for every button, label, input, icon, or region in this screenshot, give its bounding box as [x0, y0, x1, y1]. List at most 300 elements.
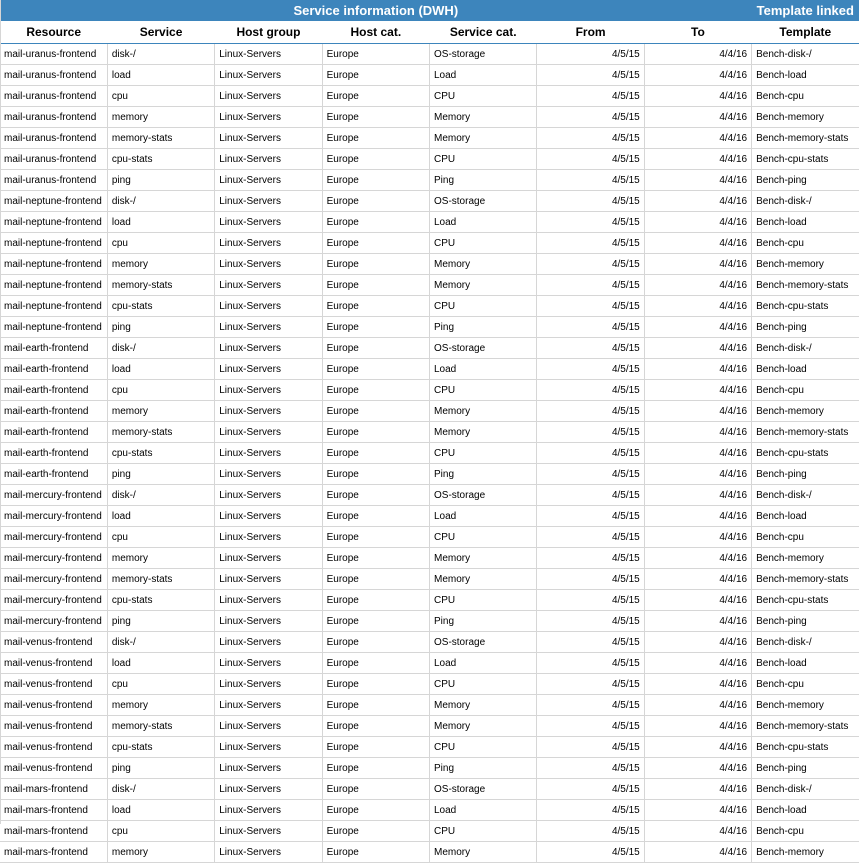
cell-service-cat[interactable]: Load — [430, 506, 537, 527]
cell-to[interactable]: 4/4/16 — [644, 128, 751, 149]
cell-host-cat[interactable]: Europe — [322, 254, 429, 275]
table-row[interactable] — [0, 758, 859, 779]
table-row[interactable] — [0, 170, 859, 191]
cell-template[interactable]: Bench-memory — [752, 401, 859, 422]
table-row[interactable] — [0, 212, 859, 233]
cell-host-group[interactable]: Linux-Servers — [215, 464, 322, 485]
cell-resource[interactable]: mail-mercury-frontend — [0, 485, 107, 506]
cell-service[interactable]: cpu — [107, 86, 214, 107]
cell-template[interactable]: Bench-disk-/ — [752, 44, 859, 65]
cell-service[interactable]: memory-stats — [107, 716, 214, 737]
cell-host-group[interactable]: Linux-Servers — [215, 569, 322, 590]
cell-to[interactable]: 4/4/16 — [644, 737, 751, 758]
table-row[interactable] — [0, 422, 859, 443]
cell-service[interactable]: disk-/ — [107, 632, 214, 653]
cell-from[interactable]: 4/5/15 — [537, 443, 644, 464]
cell-service[interactable]: ping — [107, 611, 214, 632]
cell-from[interactable]: 4/5/15 — [537, 254, 644, 275]
cell-service-cat[interactable]: OS-storage — [430, 338, 537, 359]
cell-host-cat[interactable]: Europe — [322, 149, 429, 170]
cell-service-cat[interactable]: CPU — [430, 443, 537, 464]
cell-to[interactable]: 4/4/16 — [644, 716, 751, 737]
cell-host-group[interactable]: Linux-Servers — [215, 674, 322, 695]
cell-resource[interactable]: mail-neptune-frontend — [0, 191, 107, 212]
cell-service[interactable]: memory — [107, 548, 214, 569]
cell-to[interactable]: 4/4/16 — [644, 170, 751, 191]
cell-resource[interactable]: mail-uranus-frontend — [0, 107, 107, 128]
cell-service[interactable]: ping — [107, 170, 214, 191]
cell-host-cat[interactable]: Europe — [322, 716, 429, 737]
cell-host-group[interactable]: Linux-Servers — [215, 527, 322, 548]
table-row[interactable] — [0, 842, 859, 863]
cell-from[interactable]: 4/5/15 — [537, 65, 644, 86]
cell-template[interactable]: Bench-memory-stats — [752, 569, 859, 590]
table-row[interactable] — [0, 443, 859, 464]
cell-to[interactable]: 4/4/16 — [644, 401, 751, 422]
cell-host-cat[interactable]: Europe — [322, 821, 429, 842]
table-row[interactable] — [0, 611, 859, 632]
cell-service-cat[interactable]: Memory — [430, 695, 537, 716]
cell-host-group[interactable]: Linux-Servers — [215, 44, 322, 65]
cell-resource[interactable]: mail-uranus-frontend — [0, 44, 107, 65]
cell-service-cat[interactable]: OS-storage — [430, 779, 537, 800]
cell-service[interactable]: disk-/ — [107, 191, 214, 212]
cell-service[interactable]: load — [107, 800, 214, 821]
cell-host-cat[interactable]: Europe — [322, 674, 429, 695]
cell-service[interactable]: memory-stats — [107, 275, 214, 296]
cell-to[interactable]: 4/4/16 — [644, 191, 751, 212]
cell-host-cat[interactable]: Europe — [322, 296, 429, 317]
cell-service[interactable]: memory — [107, 842, 214, 863]
cell-host-group[interactable]: Linux-Servers — [215, 548, 322, 569]
cell-template[interactable]: Bench-memory — [752, 548, 859, 569]
cell-host-group[interactable]: Linux-Servers — [215, 653, 322, 674]
cell-template[interactable]: Bench-load — [752, 65, 859, 86]
cell-service[interactable]: cpu — [107, 233, 214, 254]
cell-host-group[interactable]: Linux-Servers — [215, 632, 322, 653]
cell-host-cat[interactable]: Europe — [322, 779, 429, 800]
cell-host-group[interactable]: Linux-Servers — [215, 779, 322, 800]
table-row[interactable] — [0, 506, 859, 527]
cell-host-cat[interactable]: Europe — [322, 128, 429, 149]
table-row[interactable] — [0, 821, 859, 842]
table-row[interactable] — [0, 296, 859, 317]
cell-service-cat[interactable]: Memory — [430, 716, 537, 737]
cell-service-cat[interactable]: Ping — [430, 611, 537, 632]
cell-service[interactable]: memory-stats — [107, 569, 214, 590]
table-row[interactable] — [0, 401, 859, 422]
cell-host-group[interactable]: Linux-Servers — [215, 65, 322, 86]
table-row[interactable] — [0, 695, 859, 716]
table-row[interactable] — [0, 800, 859, 821]
cell-service-cat[interactable]: Load — [430, 65, 537, 86]
cell-service-cat[interactable]: CPU — [430, 821, 537, 842]
cell-host-group[interactable]: Linux-Servers — [215, 338, 322, 359]
cell-to[interactable]: 4/4/16 — [644, 233, 751, 254]
cell-service[interactable]: cpu-stats — [107, 296, 214, 317]
cell-from[interactable]: 4/5/15 — [537, 401, 644, 422]
cell-to[interactable]: 4/4/16 — [644, 695, 751, 716]
cell-service[interactable]: memory — [107, 695, 214, 716]
cell-to[interactable]: 4/4/16 — [644, 254, 751, 275]
cell-host-group[interactable]: Linux-Servers — [215, 359, 322, 380]
cell-to[interactable]: 4/4/16 — [644, 800, 751, 821]
cell-host-cat[interactable]: Europe — [322, 485, 429, 506]
cell-template[interactable]: Bench-ping — [752, 464, 859, 485]
cell-host-group[interactable]: Linux-Servers — [215, 86, 322, 107]
cell-to[interactable]: 4/4/16 — [644, 758, 751, 779]
cell-host-cat[interactable]: Europe — [322, 506, 429, 527]
cell-host-group[interactable]: Linux-Servers — [215, 821, 322, 842]
cell-to[interactable]: 4/4/16 — [644, 296, 751, 317]
table-row[interactable] — [0, 653, 859, 674]
cell-to[interactable]: 4/4/16 — [644, 485, 751, 506]
cell-service-cat[interactable]: Memory — [430, 254, 537, 275]
cell-resource[interactable]: mail-mercury-frontend — [0, 569, 107, 590]
cell-resource[interactable]: mail-venus-frontend — [0, 758, 107, 779]
cell-service-cat[interactable]: CPU — [430, 233, 537, 254]
cell-host-group[interactable]: Linux-Servers — [215, 191, 322, 212]
cell-service-cat[interactable]: Ping — [430, 758, 537, 779]
cell-resource[interactable]: mail-mercury-frontend — [0, 527, 107, 548]
cell-host-group[interactable]: Linux-Servers — [215, 590, 322, 611]
column-header-service[interactable]: Service — [107, 21, 214, 44]
cell-service-cat[interactable]: CPU — [430, 590, 537, 611]
cell-to[interactable]: 4/4/16 — [644, 338, 751, 359]
cell-from[interactable]: 4/5/15 — [537, 359, 644, 380]
cell-service[interactable]: load — [107, 65, 214, 86]
cell-service-cat[interactable]: Ping — [430, 317, 537, 338]
cell-from[interactable]: 4/5/15 — [537, 716, 644, 737]
cell-to[interactable]: 4/4/16 — [644, 632, 751, 653]
cell-host-group[interactable]: Linux-Servers — [215, 842, 322, 863]
cell-from[interactable]: 4/5/15 — [537, 674, 644, 695]
cell-resource[interactable]: mail-neptune-frontend — [0, 212, 107, 233]
cell-service-cat[interactable]: CPU — [430, 527, 537, 548]
cell-host-group[interactable]: Linux-Servers — [215, 401, 322, 422]
cell-from[interactable]: 4/5/15 — [537, 464, 644, 485]
column-header-host-group[interactable]: Host group — [215, 21, 322, 44]
cell-resource[interactable]: mail-earth-frontend — [0, 464, 107, 485]
cell-service[interactable]: cpu — [107, 380, 214, 401]
cell-from[interactable]: 4/5/15 — [537, 128, 644, 149]
cell-from[interactable]: 4/5/15 — [537, 170, 644, 191]
cell-resource[interactable]: mail-neptune-frontend — [0, 275, 107, 296]
cell-service[interactable]: ping — [107, 464, 214, 485]
table-row[interactable] — [0, 338, 859, 359]
cell-host-cat[interactable]: Europe — [322, 422, 429, 443]
cell-to[interactable]: 4/4/16 — [644, 86, 751, 107]
cell-host-cat[interactable]: Europe — [322, 359, 429, 380]
cell-service[interactable]: load — [107, 653, 214, 674]
table-row[interactable] — [0, 65, 859, 86]
cell-host-group[interactable]: Linux-Servers — [215, 422, 322, 443]
cell-from[interactable]: 4/5/15 — [537, 758, 644, 779]
cell-host-group[interactable]: Linux-Servers — [215, 275, 322, 296]
cell-resource[interactable]: mail-uranus-frontend — [0, 65, 107, 86]
cell-template[interactable]: Bench-disk-/ — [752, 485, 859, 506]
cell-service[interactable]: cpu-stats — [107, 737, 214, 758]
cell-host-group[interactable]: Linux-Servers — [215, 716, 322, 737]
cell-host-group[interactable]: Linux-Servers — [215, 758, 322, 779]
cell-template[interactable]: Bench-cpu-stats — [752, 443, 859, 464]
cell-to[interactable]: 4/4/16 — [644, 107, 751, 128]
cell-to[interactable]: 4/4/16 — [644, 821, 751, 842]
cell-from[interactable]: 4/5/15 — [537, 233, 644, 254]
cell-from[interactable]: 4/5/15 — [537, 548, 644, 569]
cell-host-cat[interactable]: Europe — [322, 842, 429, 863]
cell-service-cat[interactable]: CPU — [430, 296, 537, 317]
cell-template[interactable]: Bench-cpu-stats — [752, 737, 859, 758]
cell-from[interactable]: 4/5/15 — [537, 338, 644, 359]
table-row[interactable] — [0, 359, 859, 380]
cell-resource[interactable]: mail-earth-frontend — [0, 338, 107, 359]
cell-resource[interactable]: mail-mars-frontend — [0, 821, 107, 842]
cell-to[interactable]: 4/4/16 — [644, 842, 751, 863]
column-header-from[interactable]: From — [537, 21, 644, 44]
cell-resource[interactable]: mail-neptune-frontend — [0, 233, 107, 254]
cell-service-cat[interactable]: Ping — [430, 464, 537, 485]
cell-resource[interactable]: mail-uranus-frontend — [0, 128, 107, 149]
cell-service-cat[interactable]: OS-storage — [430, 485, 537, 506]
cell-service[interactable]: disk-/ — [107, 779, 214, 800]
cell-host-cat[interactable]: Europe — [322, 632, 429, 653]
table-row[interactable] — [0, 674, 859, 695]
cell-from[interactable]: 4/5/15 — [537, 422, 644, 443]
cell-service-cat[interactable]: Load — [430, 359, 537, 380]
cell-host-group[interactable]: Linux-Servers — [215, 485, 322, 506]
cell-service[interactable]: load — [107, 212, 214, 233]
cell-host-cat[interactable]: Europe — [322, 338, 429, 359]
cell-service[interactable]: cpu — [107, 674, 214, 695]
cell-from[interactable]: 4/5/15 — [537, 800, 644, 821]
cell-host-cat[interactable]: Europe — [322, 233, 429, 254]
cell-from[interactable]: 4/5/15 — [537, 506, 644, 527]
cell-template[interactable]: Bench-cpu — [752, 821, 859, 842]
cell-to[interactable]: 4/4/16 — [644, 506, 751, 527]
cell-service[interactable]: memory-stats — [107, 422, 214, 443]
table-row[interactable] — [0, 317, 859, 338]
cell-resource[interactable]: mail-mars-frontend — [0, 800, 107, 821]
cell-to[interactable]: 4/4/16 — [644, 359, 751, 380]
cell-host-cat[interactable]: Europe — [322, 695, 429, 716]
column-header-to[interactable]: To — [644, 21, 751, 44]
table-row[interactable] — [0, 107, 859, 128]
cell-host-cat[interactable]: Europe — [322, 191, 429, 212]
table-row[interactable] — [0, 380, 859, 401]
cell-template[interactable]: Bench-cpu — [752, 527, 859, 548]
cell-resource[interactable]: mail-mars-frontend — [0, 842, 107, 863]
cell-host-cat[interactable]: Europe — [322, 464, 429, 485]
cell-to[interactable]: 4/4/16 — [644, 527, 751, 548]
cell-from[interactable]: 4/5/15 — [537, 380, 644, 401]
cell-service-cat[interactable]: Memory — [430, 275, 537, 296]
cell-host-cat[interactable]: Europe — [322, 65, 429, 86]
cell-to[interactable]: 4/4/16 — [644, 422, 751, 443]
cell-service[interactable]: load — [107, 359, 214, 380]
cell-from[interactable]: 4/5/15 — [537, 212, 644, 233]
cell-host-cat[interactable]: Europe — [322, 800, 429, 821]
cell-host-group[interactable]: Linux-Servers — [215, 737, 322, 758]
cell-host-cat[interactable]: Europe — [322, 170, 429, 191]
cell-resource[interactable]: mail-mercury-frontend — [0, 590, 107, 611]
cell-resource[interactable]: mail-earth-frontend — [0, 380, 107, 401]
cell-service-cat[interactable]: OS-storage — [430, 44, 537, 65]
table-row[interactable] — [0, 548, 859, 569]
cell-service-cat[interactable]: CPU — [430, 86, 537, 107]
cell-service[interactable]: cpu-stats — [107, 149, 214, 170]
cell-from[interactable]: 4/5/15 — [537, 695, 644, 716]
cell-template[interactable]: Bench-memory-stats — [752, 716, 859, 737]
cell-to[interactable]: 4/4/16 — [644, 44, 751, 65]
cell-service-cat[interactable]: CPU — [430, 149, 537, 170]
table-row[interactable] — [0, 191, 859, 212]
cell-from[interactable]: 4/5/15 — [537, 317, 644, 338]
cell-from[interactable]: 4/5/15 — [537, 485, 644, 506]
cell-template[interactable]: Bench-cpu-stats — [752, 590, 859, 611]
cell-template[interactable]: Bench-load — [752, 506, 859, 527]
cell-service[interactable]: disk-/ — [107, 485, 214, 506]
cell-host-cat[interactable]: Europe — [322, 401, 429, 422]
cell-host-cat[interactable]: Europe — [322, 443, 429, 464]
table-row[interactable] — [0, 254, 859, 275]
table-row[interactable] — [0, 632, 859, 653]
cell-host-cat[interactable]: Europe — [322, 212, 429, 233]
table-row[interactable] — [0, 128, 859, 149]
cell-service-cat[interactable]: Ping — [430, 170, 537, 191]
cell-resource[interactable]: mail-mercury-frontend — [0, 548, 107, 569]
cell-host-cat[interactable]: Europe — [322, 758, 429, 779]
cell-from[interactable]: 4/5/15 — [537, 44, 644, 65]
cell-service[interactable]: cpu — [107, 527, 214, 548]
cell-template[interactable]: Bench-memory — [752, 107, 859, 128]
cell-template[interactable]: Bench-disk-/ — [752, 632, 859, 653]
cell-service-cat[interactable]: Load — [430, 212, 537, 233]
cell-template[interactable]: Bench-ping — [752, 317, 859, 338]
table-row[interactable] — [0, 464, 859, 485]
cell-service-cat[interactable]: Memory — [430, 107, 537, 128]
cell-to[interactable]: 4/4/16 — [644, 674, 751, 695]
cell-resource[interactable]: mail-mercury-frontend — [0, 611, 107, 632]
cell-host-cat[interactable]: Europe — [322, 653, 429, 674]
cell-resource[interactable]: mail-earth-frontend — [0, 422, 107, 443]
cell-resource[interactable]: mail-venus-frontend — [0, 695, 107, 716]
cell-template[interactable]: Bench-memory — [752, 254, 859, 275]
cell-template[interactable]: Bench-load — [752, 212, 859, 233]
cell-resource[interactable]: mail-mercury-frontend — [0, 506, 107, 527]
cell-host-group[interactable]: Linux-Servers — [215, 233, 322, 254]
cell-resource[interactable]: mail-mars-frontend — [0, 779, 107, 800]
cell-host-cat[interactable]: Europe — [322, 275, 429, 296]
column-header-resource[interactable]: Resource — [0, 21, 107, 44]
cell-to[interactable]: 4/4/16 — [644, 65, 751, 86]
cell-resource[interactable]: mail-venus-frontend — [0, 632, 107, 653]
cell-template[interactable]: Bench-cpu — [752, 380, 859, 401]
cell-service[interactable]: memory-stats — [107, 128, 214, 149]
cell-service-cat[interactable]: CPU — [430, 674, 537, 695]
table-row[interactable] — [0, 569, 859, 590]
cell-template[interactable]: Bench-cpu-stats — [752, 149, 859, 170]
cell-resource[interactable]: mail-earth-frontend — [0, 401, 107, 422]
cell-from[interactable]: 4/5/15 — [537, 590, 644, 611]
cell-template[interactable]: Bench-memory — [752, 842, 859, 863]
cell-resource[interactable]: mail-uranus-frontend — [0, 170, 107, 191]
cell-template[interactable]: Bench-ping — [752, 758, 859, 779]
table-row[interactable] — [0, 149, 859, 170]
cell-to[interactable]: 4/4/16 — [644, 590, 751, 611]
table-row[interactable] — [0, 779, 859, 800]
cell-from[interactable]: 4/5/15 — [537, 611, 644, 632]
cell-host-cat[interactable]: Europe — [322, 86, 429, 107]
table-row[interactable] — [0, 527, 859, 548]
cell-to[interactable]: 4/4/16 — [644, 275, 751, 296]
cell-host-group[interactable]: Linux-Servers — [215, 107, 322, 128]
cell-host-cat[interactable]: Europe — [322, 611, 429, 632]
cell-resource[interactable]: mail-venus-frontend — [0, 737, 107, 758]
cell-service[interactable]: memory — [107, 107, 214, 128]
cell-resource[interactable]: mail-venus-frontend — [0, 716, 107, 737]
table-row[interactable] — [0, 275, 859, 296]
table-row[interactable] — [0, 716, 859, 737]
cell-service-cat[interactable]: Memory — [430, 569, 537, 590]
cell-service-cat[interactable]: Memory — [430, 422, 537, 443]
cell-resource[interactable]: mail-uranus-frontend — [0, 149, 107, 170]
cell-host-group[interactable]: Linux-Servers — [215, 695, 322, 716]
cell-to[interactable]: 4/4/16 — [644, 380, 751, 401]
cell-template[interactable]: Bench-disk-/ — [752, 191, 859, 212]
cell-from[interactable]: 4/5/15 — [537, 632, 644, 653]
cell-service[interactable]: ping — [107, 317, 214, 338]
table-row[interactable] — [0, 737, 859, 758]
cell-to[interactable]: 4/4/16 — [644, 779, 751, 800]
cell-template[interactable]: Bench-cpu — [752, 674, 859, 695]
cell-template[interactable]: Bench-cpu — [752, 233, 859, 254]
cell-host-group[interactable]: Linux-Servers — [215, 443, 322, 464]
cell-from[interactable]: 4/5/15 — [537, 275, 644, 296]
cell-host-group[interactable]: Linux-Servers — [215, 800, 322, 821]
cell-to[interactable]: 4/4/16 — [644, 149, 751, 170]
cell-service[interactable]: cpu — [107, 821, 214, 842]
cell-resource[interactable]: mail-venus-frontend — [0, 674, 107, 695]
cell-service[interactable]: load — [107, 506, 214, 527]
cell-host-group[interactable]: Linux-Servers — [215, 212, 322, 233]
cell-resource[interactable]: mail-uranus-frontend — [0, 86, 107, 107]
cell-from[interactable]: 4/5/15 — [537, 779, 644, 800]
cell-host-cat[interactable]: Europe — [322, 317, 429, 338]
cell-template[interactable]: Bench-memory-stats — [752, 128, 859, 149]
cell-template[interactable]: Bench-memory-stats — [752, 275, 859, 296]
cell-host-cat[interactable]: Europe — [322, 590, 429, 611]
cell-from[interactable]: 4/5/15 — [537, 821, 644, 842]
cell-service[interactable]: disk-/ — [107, 44, 214, 65]
cell-from[interactable]: 4/5/15 — [537, 653, 644, 674]
cell-service-cat[interactable]: CPU — [430, 737, 537, 758]
cell-service[interactable]: cpu-stats — [107, 590, 214, 611]
cell-service[interactable]: ping — [107, 758, 214, 779]
column-header-host-cat[interactable]: Host cat. — [322, 21, 429, 44]
cell-service[interactable]: cpu-stats — [107, 443, 214, 464]
cell-host-cat[interactable]: Europe — [322, 44, 429, 65]
cell-resource[interactable]: mail-neptune-frontend — [0, 296, 107, 317]
table-row[interactable] — [0, 44, 859, 65]
cell-from[interactable]: 4/5/15 — [537, 191, 644, 212]
cell-to[interactable]: 4/4/16 — [644, 317, 751, 338]
cell-template[interactable]: Bench-load — [752, 653, 859, 674]
cell-from[interactable]: 4/5/15 — [537, 842, 644, 863]
cell-resource[interactable]: mail-neptune-frontend — [0, 254, 107, 275]
cell-template[interactable]: Bench-disk-/ — [752, 779, 859, 800]
cell-host-group[interactable]: Linux-Servers — [215, 128, 322, 149]
